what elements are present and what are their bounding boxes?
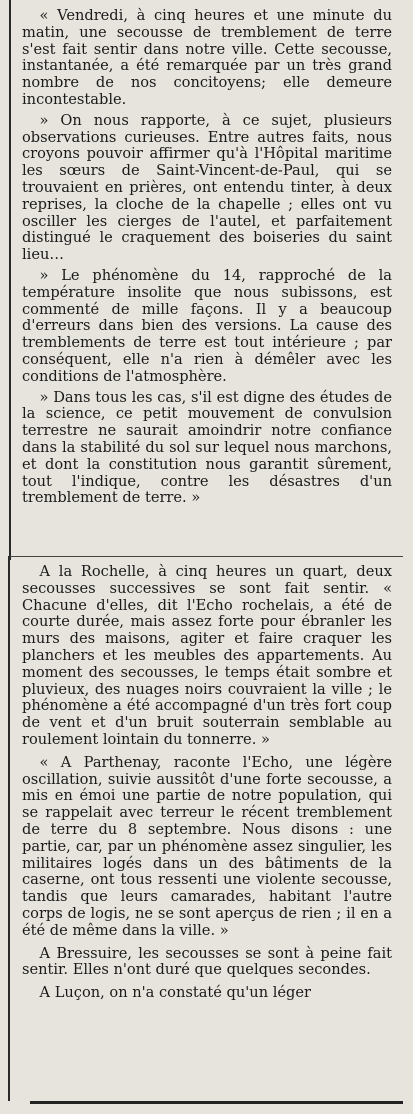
paragraph: A Bressuire, les secousses se sont à peine fait sentir. Elles n'ont duré que quelques secondes. [22, 944, 392, 979]
column-rule-left [9, 0, 11, 560]
paragraph: A la Rochelle, à cinq heures un quart, deux secousses successives se sont fait sentir. « Chacune d'elles, dit l'Echo rochelais, a été de courte durée, mais assez forte pour ébranler les murs des maisons, agiter et faire craquer les planchers et les meubles des appartements. Au moment des secousses, le temps était sombre et pluvieux, des nuages noirs couvraient la ville ; le phénomène a été accompagné d'un très fort coup de vent et d'un bruit souterrain semblable au roulement lointain du tonnerre. » [22, 563, 392, 748]
paragraph: « Vendredi, à cinq heures et une minute du matin, une secousse de tremblement de terre s'est fait sentir dans notre ville. Cette secousse, instantanée, a été remarquée par un très grand nombre de nos concitoyens; elle demeure incontestable. [22, 7, 392, 108]
paragraph: » Dans tous les cas, s'il est digne des études de la science, ce petit mouvement de convulsion terrestre ne saurait amoindrir notre confiance dans la stabilité du sol sur lequel nous marchons, et dont la constitution nous garantit sûrement, tout l'indique, contre les désastres d'un tremblement de terre. » [22, 388, 392, 507]
paragraph: » Le phénomène du 14, rapproché de la température insolite que nous subissons, est commenté de mille façons. Il y a beaucoup d'erreurs dans bien des versions. La cause des tremblements de terre est tout intérieure ; par conséquent, elle n'a rien à démêler avec les conditions de l'atmosphère. [22, 266, 392, 385]
article-section-lower [22, 564, 392, 1002]
section-divider [10, 556, 403, 557]
paragraph: » On nous rapporte, à ce sujet, plusieurs observations curieuses. Entre autres faits, nous croyons pouvoir affirmer qu'à l'Hôpital maritime les sœurs de Saint-Vincent-de-Paul, qui se trouvaient en prières, ont entendu tinter, à deux reprises, la cloche de la chapelle ; elles ont vu osciller les cierges de l'autel, et parfaitement distingué le craquement des boiseries du saint lieu… [22, 111, 392, 264]
paragraph: A Luçon, on n'a constaté qu'un léger [39, 984, 311, 1002]
paragraph: « A Parthenay, raconte l'Echo, une légère oscillation, suivie aussitôt d'une forte secousse, a mis en émoi une partie de notre population, qui se rappelait avec terreur le récent tremblement de terre du 8 septembre. Nous disons : une partie, car, par un phénomène assez singulier, les militaires logés dans un des bâtiments de la caserne, ont tous ressenti une violente secousse, tandis que leurs camarades, habitant l'autre corps de logis, ne se sont aperçus de rien ; il en a été de même dans la ville. » [22, 753, 392, 939]
article-section-upper [22, 8, 392, 507]
column-rule-left-lower [8, 556, 10, 1101]
bottom-rule [30, 1101, 403, 1104]
